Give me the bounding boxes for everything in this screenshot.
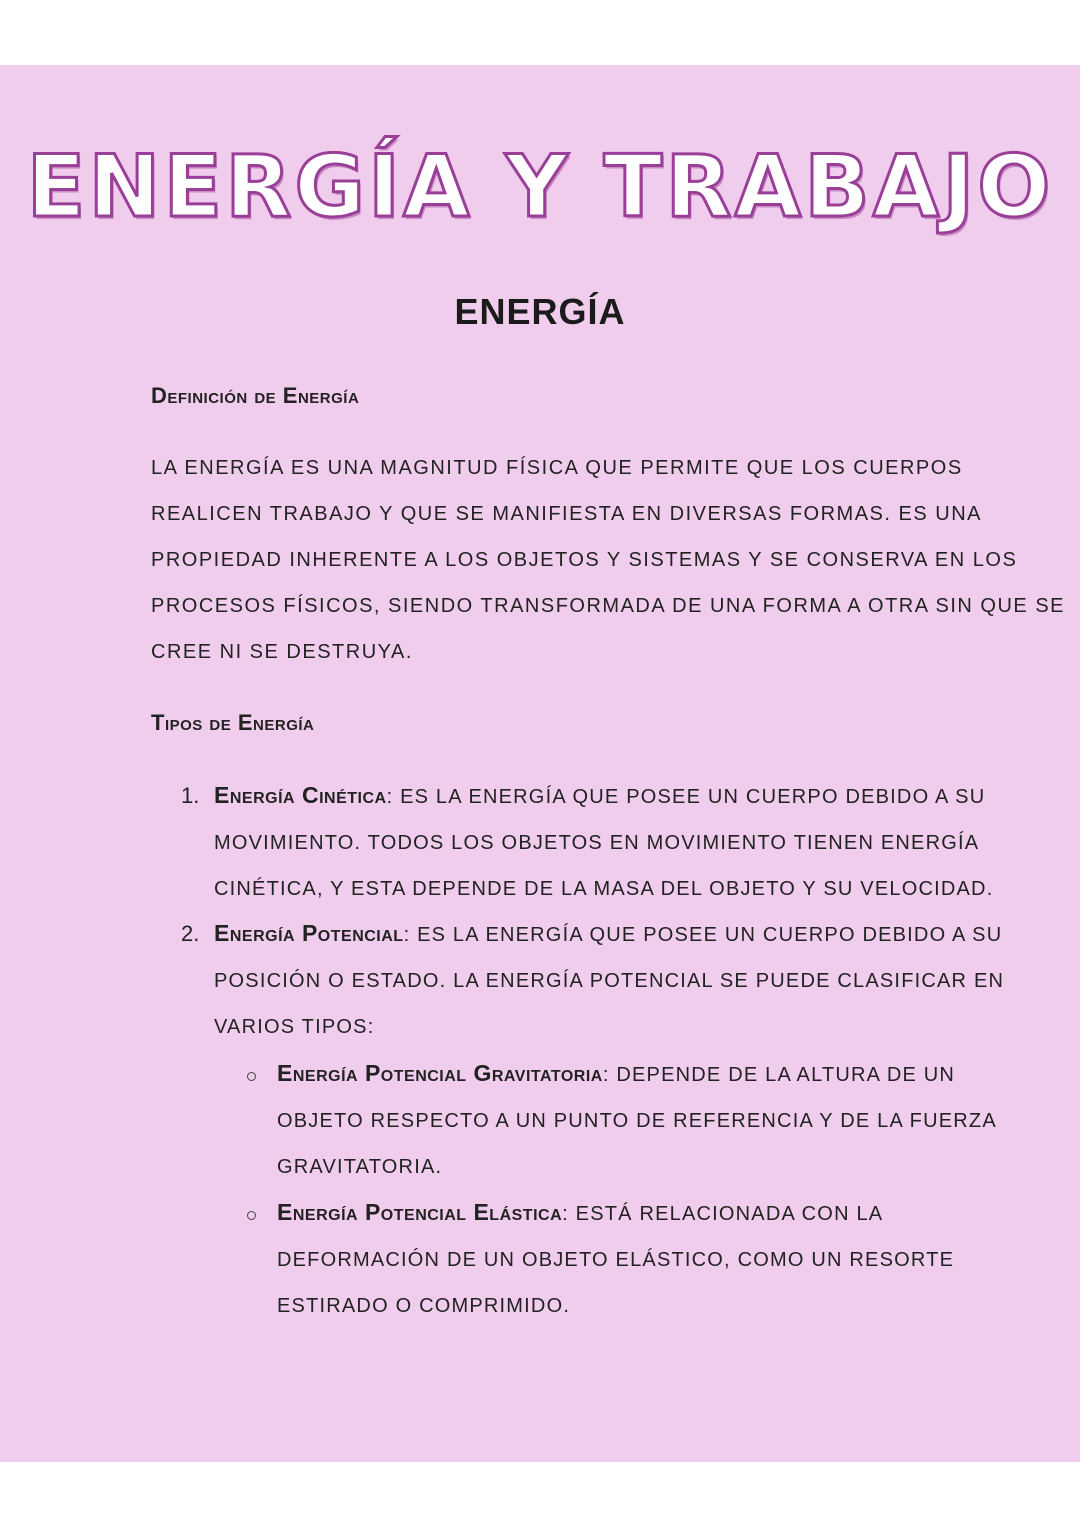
list-item-line: GRAVITATORIA. xyxy=(277,1156,443,1178)
list-item-line: VARIOS TIPOS: xyxy=(214,1016,375,1038)
list-item-line: POSICIÓN O ESTADO. LA ENERGÍA POTENCIAL SE PUEDE CLASIFICAR EN xyxy=(214,970,1005,992)
list-item-line: MOVIMIENTO. TODOS LOS OBJETOS EN MOVIMIENTO TIENEN ENERGÍA xyxy=(214,832,980,854)
list-item-line xyxy=(214,772,993,820)
list-item-line: OBJETO RESPECTO A UN PUNTO DE REFERENCIA Y DE LA FUERZA xyxy=(277,1110,997,1132)
definition-line: LA ENERGÍA ES UNA MAGNITUD FÍSICA QUE PERMITE QUE LOS CUERPOS xyxy=(151,457,963,479)
list-item-line: CINÉTICA, Y ESTA DEPENDE DE LA MASA DEL OBJETO Y SU VELOCIDAD. xyxy=(214,878,994,900)
circle-bullet-icon xyxy=(247,1211,256,1220)
term-gravitational: Energía Potencial Gravitatoria xyxy=(277,1060,603,1086)
sublist-item-gravitational xyxy=(277,1050,997,1190)
definition-line: PROCESOS FÍSICOS, SIENDO TRANSFORMADA DE UNA FORMA A OTRA SIN QUE SE xyxy=(151,595,1066,617)
main-title: ENERGÍA Y TRABAJO xyxy=(26,137,1054,237)
list-item-kinetic xyxy=(214,772,993,912)
term-kinetic: Energía Cinética xyxy=(214,782,387,808)
definition-line: PROPIEDAD INHERENTE A LOS OBJETOS Y SISTEMAS Y SE CONSERVA EN LOS xyxy=(151,549,1018,571)
list-item-line xyxy=(214,910,1004,958)
list-item-text: : ES LA ENERGÍA QUE POSEE UN CUERPO DEBIDO A SU xyxy=(403,924,1003,946)
list-number: 2. xyxy=(181,921,200,946)
sublist-item-elastic xyxy=(277,1189,954,1329)
definition-line: CREE NI SE DESTRUYA. xyxy=(151,641,413,663)
types-heading: Tipos de Energía xyxy=(151,710,315,735)
term-potential: Energía Potencial xyxy=(214,920,404,946)
list-item-text: : DEPENDE DE LA ALTURA DE UN xyxy=(602,1064,956,1086)
page-background xyxy=(0,65,1080,1462)
definition-paragraph xyxy=(151,445,1065,675)
list-item-line: ESTIRADO O COMPRIMIDO. xyxy=(277,1295,571,1317)
list-number: 1. xyxy=(181,783,200,808)
list-item-line xyxy=(277,1050,997,1098)
list-item-potential xyxy=(214,910,1004,1050)
list-item-line: DEFORMACIÓN DE UN OBJETO ELÁSTICO, COMO UN RESORTE xyxy=(277,1249,955,1271)
list-item-line xyxy=(277,1189,954,1237)
list-item-text: : ES LA ENERGÍA QUE POSEE UN CUERPO DEBIDO A SU xyxy=(386,786,986,808)
circle-bullet-icon xyxy=(247,1072,256,1081)
definition-heading: Definición de Energía xyxy=(151,383,360,408)
definition-line: REALICEN TRABAJO Y QUE SE MANIFIESTA EN DIVERSAS FORMAS. ES UNA xyxy=(151,503,982,525)
term-elastic: Energía Potencial Elástica xyxy=(277,1199,563,1225)
list-item-text: : ESTÁ RELACIONADA CON LA xyxy=(562,1203,884,1225)
section-title: ENERGÍA xyxy=(454,291,626,332)
